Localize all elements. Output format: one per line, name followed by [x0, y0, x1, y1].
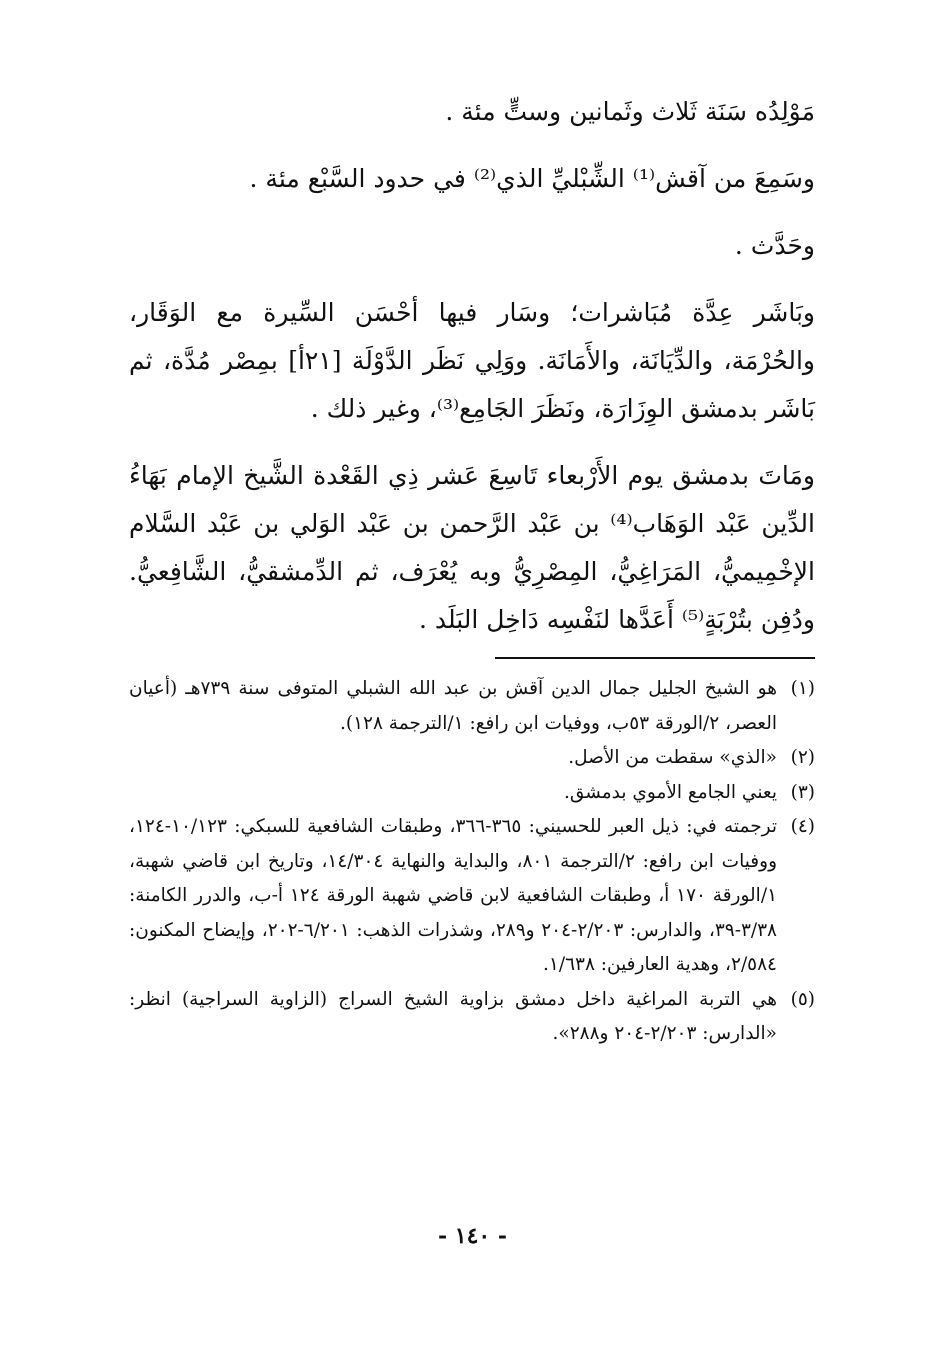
paragraph-birth: مَوْلِدُه سَنَة ثَلاث وثَمانين وستٍّ مئة .	[445, 97, 815, 126]
footnote-text: ترجمته في: ذيل العبر للحسيني: ٣٦٥-٣٦٦، وطبقات الشافعية للسبكي: ١٠/١٢٣-١٢٤، ووفيات ابن رافع: ٢/الترجمة ٨٠١، والبداية والنهاية ١٤/٣٠٤، وتاريخ ابن قاضي شهبة، ١/الورقة ١٧٠ أ، وطبقات الشافعية لابن قاضي شهبة الورقة ١٢٤ أ-ب، والدرر الكامنة: ٣/٣٨-٣٩، والدارس: ٢/٢٠٣-٢٠٤ و٢٨٩، وشذرات الذهب: ٦/٢٠١-٢٠٢، وإيضاح المكنون: ٢/٥٨٤، وهدية العارفين: ١/٦٣٨.	[129, 816, 778, 975]
footnote-item	[129, 672, 815, 741]
footnote-item	[129, 983, 815, 1052]
footnote-number: (٥)	[790, 988, 815, 1010]
main-text	[129, 88, 815, 644]
footnote-number: (٤)	[790, 816, 815, 837]
footnote-text: هي التربة المراغية داخل دمشق بزاوية الشيخ السراج (الزاوية السراجية) انظر: «الدارس: ٢/٢٠٣-٢٠٤ و٢٨٨».	[129, 988, 777, 1044]
paragraph-death: ومَاتَ بدمشق يوم الأَرْبعاء تَاسِعَ عَشر ذِي القَعْدة الشَّيخ الإمام بَهَاءُ الدِّين عَبْد الوَهَاب⁽⁴⁾ بن عَبْد الرَّحمن بن عَبْد الوَلي بن عَبْد السَّلام الإخْمِيميُّ، المَرَاغِيُّ، المِصْرِيُّ وبه يُعْرَف، ثم الدِّمشقيُّ، الشَّافِعيُّ. ودُفِن بتُرْبَةٍ⁽⁵⁾ أَعَدَّها لنَفْسِه دَاخِل البَلَد .	[129, 461, 815, 634]
footnote-number: (٣)	[790, 781, 815, 803]
paragraph-positions: وبَاشَر عِدَّة مُبَاشرات؛ وسَار فيها أحْسَن السِّيرة مع الوَقَار، والحُرْمَة، والدِّيَانَة، والأَمَانَة. ووَلِي نَظَر الدَّوْلَة [٢١أ] بمِصْر مُدَّة، ثم بَاشَر بدمشق الوِزَارَة، ونَظَرَ الجَامِع⁽³⁾، وغير ذلك .	[129, 298, 815, 423]
footnote-text: «الذي» سقطت من الأصل.	[568, 747, 777, 768]
footnote-text: يعني الجامع الأموي بدمشق.	[563, 781, 777, 803]
paragraph-hearing: وسَمِعَ من آقش⁽¹⁾ الشِّبْليِّ الذي⁽²⁾ في حدود السَّبْع مئة .	[249, 164, 815, 193]
footnote-item	[129, 776, 815, 811]
footnote-divider	[495, 657, 815, 659]
footnote-item	[129, 741, 815, 776]
footnote-number: (٢)	[790, 747, 815, 768]
footnotes	[129, 672, 815, 1052]
footnote-item	[129, 810, 815, 983]
page-number: - ١٤٠ -	[437, 1223, 508, 1249]
footnote-text: هو الشيخ الجليل جمال الدين آقش بن عبد الله الشبلي المتوفى سنة ٧٣٩هـ (أعيان العصر، ٢/الورقة ٥٣ب، ووفيات ابن رافع: ١/الترجمة ١٢٨).	[129, 678, 777, 734]
paragraph-narration: وحَدَّث .	[734, 231, 815, 260]
footnote-number: (١)	[790, 678, 815, 699]
